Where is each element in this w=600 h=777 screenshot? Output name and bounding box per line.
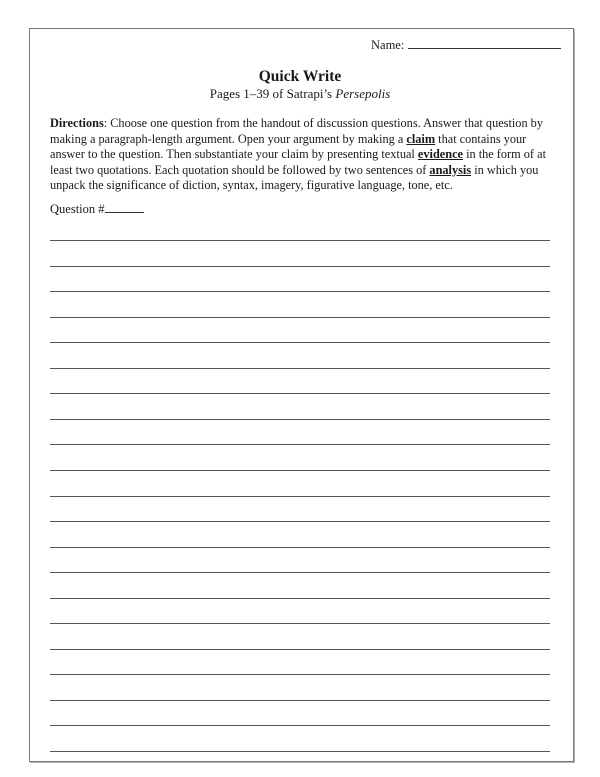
writing-line[interactable]	[50, 291, 550, 292]
writing-line[interactable]	[50, 700, 550, 701]
name-blank-line[interactable]	[408, 38, 561, 49]
writing-line[interactable]	[50, 496, 550, 497]
writing-line[interactable]	[50, 725, 550, 726]
writing-line[interactable]	[50, 266, 550, 267]
writing-line[interactable]	[50, 342, 550, 343]
question-label: Question #	[50, 202, 105, 216]
writing-line[interactable]	[50, 317, 550, 318]
key-term-analysis: analysis	[429, 162, 472, 177]
writing-line[interactable]	[50, 393, 550, 394]
directions-label: Directions	[50, 116, 104, 130]
writing-line[interactable]	[50, 751, 550, 752]
name-label: Name:	[371, 38, 405, 52]
directions-text: that contains your answer to the question. Then substantiate your claim by presenting textual	[50, 131, 527, 161]
writing-line[interactable]	[50, 572, 550, 573]
writing-line[interactable]	[50, 547, 550, 548]
directions-paragraph	[50, 116, 556, 194]
writing-line[interactable]	[50, 240, 550, 241]
page-title: Quick Write	[258, 68, 342, 85]
writing-line[interactable]	[50, 444, 550, 445]
key-term-claim: claim	[406, 131, 436, 146]
writing-line[interactable]	[50, 623, 550, 624]
directions-text: in the form of at least two quotations. Each quotation should be followed by two sentences of	[50, 147, 546, 177]
key-term-evidence: evidence	[417, 147, 463, 161]
writing-line[interactable]	[50, 419, 550, 420]
writing-line[interactable]	[50, 368, 550, 369]
book-title: Persepolis	[335, 86, 391, 101]
writing-line[interactable]	[50, 649, 550, 650]
subtitle-text: Pages 1–39 of Satrapi’s	[209, 86, 336, 101]
writing-line[interactable]	[50, 598, 550, 599]
question-number-row	[50, 202, 144, 217]
page-subtitle	[0, 86, 600, 102]
question-number-blank[interactable]	[105, 202, 144, 213]
writing-line[interactable]	[50, 674, 550, 675]
name-field-row	[371, 38, 561, 53]
directions-text: in which you unpack the significance of diction, syntax, imagery, figurative language, tone, etc.	[50, 162, 539, 192]
writing-line[interactable]	[50, 470, 550, 471]
writing-line[interactable]	[50, 521, 550, 522]
directions-text: : Choose one question from the handout of discussion questions. Answer that question by making a paragraph-length argument. Open your argument by making a	[50, 116, 543, 146]
